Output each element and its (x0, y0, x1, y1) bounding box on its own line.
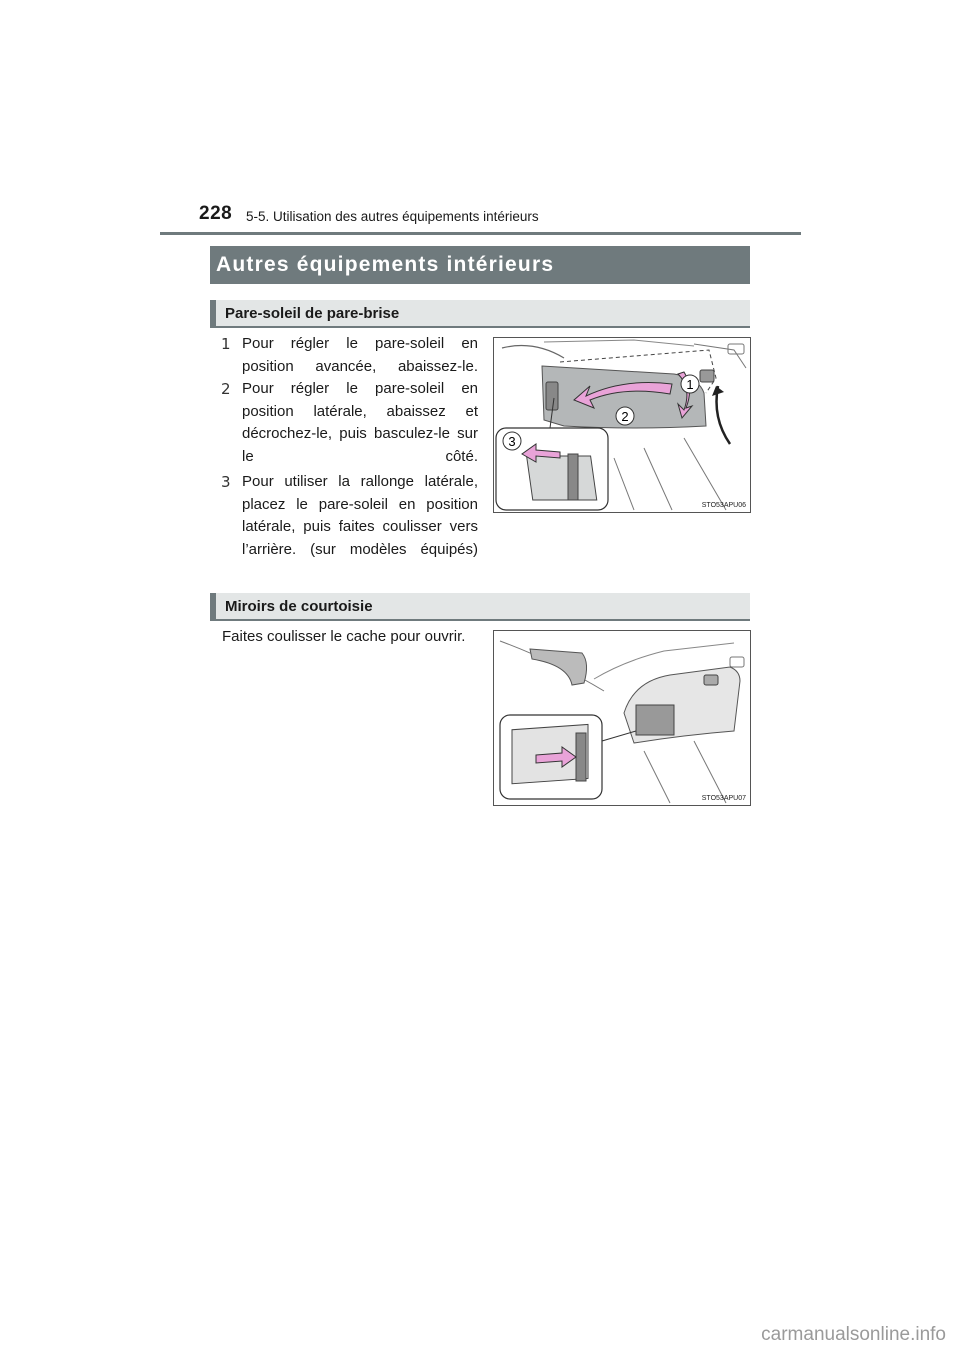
pillar-line-2 (694, 741, 726, 803)
sunvisor-figure (493, 337, 751, 513)
callout-label-2: 2 (621, 409, 629, 424)
step-number-2: 2 (221, 380, 231, 398)
roof-line (502, 346, 564, 358)
roof-lamp-icon (730, 657, 744, 667)
inset-cover-edge (576, 733, 586, 781)
step-text-3: Pour utiliser la rallonge latérale, placez le pare-soleil en position latérale, puis faites coulisser vers l’arrière. (sur modèles équipés) (242, 473, 478, 558)
subheading-mirror (210, 593, 750, 621)
subheading-label: Pare-soleil de pare-brise (225, 305, 400, 322)
mirror-instruction: Faites coulisser le cache pour ouvrir. (222, 628, 466, 645)
roof-line (500, 641, 604, 691)
sunvisor-clip (700, 370, 714, 382)
page-number: 228 (199, 203, 233, 224)
roof-edge-right (694, 344, 746, 368)
step-number-1: 1 (221, 335, 231, 353)
inset-extension-panel (527, 456, 597, 500)
watermark: carmanualsonline.info (761, 1324, 946, 1345)
pillar-line (614, 458, 634, 510)
callout-label-1: 1 (686, 377, 694, 392)
section-title: Autres équipements intérieurs (216, 253, 555, 276)
step-text-1: Pour régler le pare-soleil en position avancée, abaissez-le. (242, 335, 478, 375)
pillar-line-2 (644, 448, 672, 510)
subheading-bar (210, 300, 216, 326)
running-header: 5-5. Utilisation des autres équipements intérieurs (246, 209, 539, 224)
figure-code-sunvisor: STO53APU06 (701, 502, 746, 509)
mirror-illustration (494, 631, 750, 805)
subheading-label: Miroirs de courtoisie (225, 598, 373, 615)
subheading-bar (210, 593, 216, 619)
header-rule (160, 232, 801, 235)
roof-edge (544, 340, 694, 346)
step-text-2: Pour régler le pare-soleil en position latérale, abaissez et décrochez-le, puis basculez-le sur le côté. (242, 380, 478, 465)
pillar-line (644, 751, 670, 803)
inset-leader (602, 731, 636, 741)
pillar-line-3 (684, 438, 726, 510)
callout-label-3: 3 (508, 434, 516, 449)
grab-handle (530, 649, 587, 685)
mirror-cover (636, 705, 674, 735)
sunvisor-clip (704, 675, 718, 685)
sunvisor-illustration (494, 338, 750, 512)
sunvisor-extension (546, 382, 558, 410)
unhook-arrow (717, 386, 731, 444)
inset-visor-edge (568, 454, 578, 500)
figure-code-mirror: STO53APU07 (701, 795, 746, 802)
subheading-sunvisor (210, 300, 750, 328)
mirror-figure (493, 630, 751, 806)
step-number-3: 3 (221, 473, 231, 491)
